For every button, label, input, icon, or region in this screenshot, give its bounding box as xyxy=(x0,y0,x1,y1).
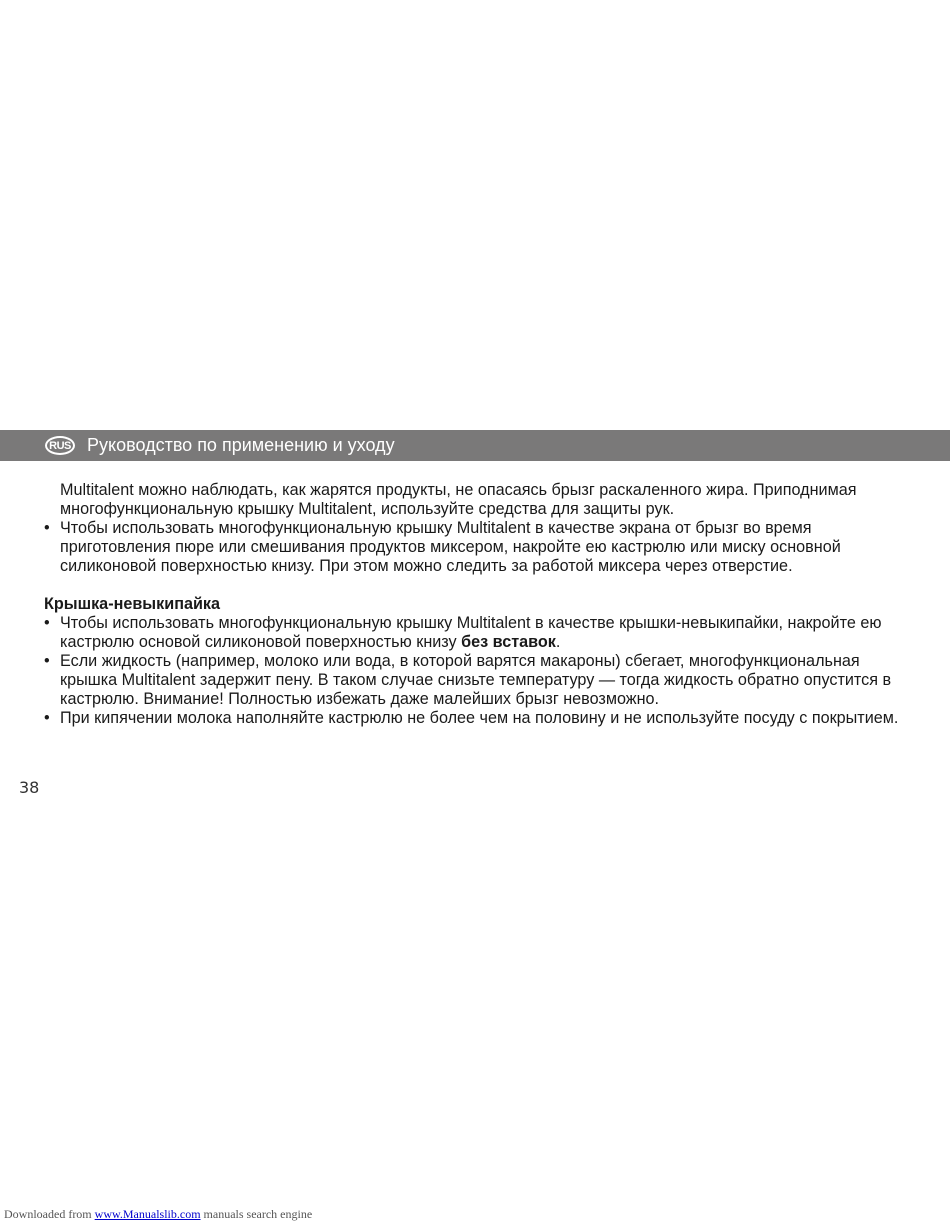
section-heading: Крышка-невыкипайка xyxy=(44,595,221,613)
list-item-text: Чтобы использовать многофункциональную крышку Multitalent в качестве экрана от брызг во время приготовления пюре или смешивания продуктов миксером, накройте ею кастрюлю или миску основной силиконовой поверхностью книзу. При этом можно следить за работой миксера через отверстие. xyxy=(60,519,841,575)
bullet-marker: • xyxy=(44,614,50,632)
language-badge: RUS xyxy=(45,436,75,455)
list-item xyxy=(44,614,904,652)
intro-paragraph: Multitalent можно наблюдать, как жарятся продукты, не опасаясь брызг раскаленного жира. Приподнимая многофункциональную крышку Multitalent, используйте средства для защиты рук. xyxy=(60,481,857,518)
list-item-text: Чтобы использовать многофункциональную крышку Multitalent в качестве крышки-невыкипайки, накройте ею кастрюлю основой силиконовой поверхностью книзу xyxy=(60,614,882,651)
list-item-text-end: . xyxy=(555,633,561,651)
footer-link[interactable]: www.Manualslib.com xyxy=(94,1207,201,1221)
bullet-marker: • xyxy=(44,519,50,537)
footer-prefix: Downloaded from xyxy=(4,1207,95,1221)
list-item xyxy=(44,652,904,709)
bullet-marker: • xyxy=(44,652,50,670)
section-header-bar xyxy=(0,430,950,461)
header-title: Руководство по применению и уходу xyxy=(87,435,395,455)
page-number: 38 xyxy=(19,778,40,797)
main-content xyxy=(44,481,904,728)
list-item-text: Если жидкость (например, молоко или вода, в которой варятся макароны) сбегает, многофункциональная крышка Multitalent задержит пену. В таком случае снизьте температуру — тогда жидкость обратно опустится в кастрюлю. Внимание! Полностью избежать даже малейших брызг невозможно. xyxy=(60,652,892,708)
list-item xyxy=(44,709,904,728)
footer xyxy=(4,1207,312,1222)
footer-suffix: manuals search engine xyxy=(200,1207,313,1221)
bullet-marker: • xyxy=(44,709,50,727)
list-item xyxy=(44,519,904,576)
list-item-text: При кипячении молока наполняйте кастрюлю не более чем на половину и не используйте посуду с покрытием. xyxy=(60,709,899,727)
bold-emphasis: без вставок xyxy=(461,633,556,651)
